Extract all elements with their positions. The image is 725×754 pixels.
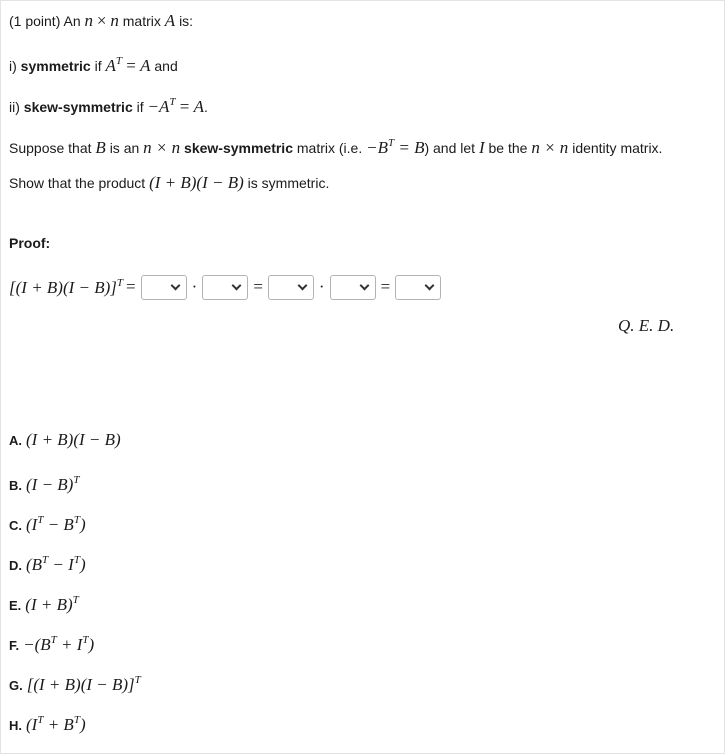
proof-lhs-sup: T — [116, 276, 124, 289]
chevron-down-icon — [170, 280, 180, 290]
option-b — [9, 470, 79, 496]
proof-select-4[interactable] — [330, 275, 376, 300]
option-label: B. — [9, 478, 22, 493]
math-eq: = — [175, 97, 194, 116]
option-expr — [26, 430, 121, 449]
text: Show that the product — [9, 175, 146, 191]
math-lhs: A — [105, 56, 116, 75]
option-expr — [26, 555, 86, 574]
option-label: H. — [9, 718, 22, 733]
option-c — [9, 510, 86, 536]
text: ) and let — [424, 140, 476, 156]
option-label: G. — [9, 678, 23, 693]
proof-label — [9, 233, 50, 253]
option-sup: T — [42, 554, 49, 566]
symmetric-term: symmetric — [20, 58, 91, 74]
option-expr-text: −(B — [23, 635, 51, 654]
math-sup: T — [387, 137, 395, 149]
option-g — [9, 670, 141, 696]
option-label: C. — [9, 518, 22, 533]
skew-symmetric-term: skew-symmetric — [23, 99, 133, 115]
proof-label-text: Proof: — [9, 235, 51, 251]
option-expr-text: ) — [79, 515, 86, 534]
intro-text: matrix — [122, 13, 161, 29]
math-nxn: n × n — [143, 138, 181, 157]
option-label: A. — [9, 433, 22, 448]
option-a — [9, 430, 121, 451]
option-expr-text: (I — [26, 715, 38, 734]
dot-operator: · — [318, 277, 325, 296]
option-label: F. — [9, 638, 20, 653]
math-rhs: = B — [394, 138, 425, 157]
option-expr-text: − B — [43, 515, 74, 534]
math-sup: T — [169, 96, 176, 108]
skew-symmetric-term: skew-symmetric — [184, 140, 293, 156]
option-expr-text: + I — [56, 635, 83, 654]
option-sup: T — [82, 634, 89, 646]
text: Suppose that — [9, 140, 92, 156]
period: . — [203, 99, 208, 115]
equals-sign: = — [253, 277, 263, 296]
text: identity matrix. — [572, 140, 663, 156]
option-sup: T — [73, 714, 80, 726]
text: matrix (i.e. — [296, 140, 363, 156]
qed-label: Q. E. D. — [618, 316, 675, 335]
proof-lhs — [9, 277, 123, 298]
option-expr — [26, 475, 79, 494]
option-expr-text: ) — [79, 715, 86, 734]
option-label: D. — [9, 558, 22, 573]
chevron-down-icon — [425, 280, 435, 290]
math-nxn: n × n — [531, 138, 569, 157]
option-expr-text: − I — [48, 555, 74, 574]
option-sup: T — [37, 514, 44, 526]
math-I: I — [478, 138, 485, 157]
text: is an — [109, 140, 140, 156]
option-expr-text: (B — [26, 555, 43, 574]
math-n: n — [84, 11, 93, 30]
text: be the — [488, 140, 528, 156]
option-expr-text: ) — [79, 555, 86, 574]
equals-sign: = — [126, 277, 136, 296]
math-rhs: A — [140, 56, 151, 75]
math-eq: = — [122, 56, 141, 75]
math-B: B — [95, 138, 106, 157]
proof-select-3[interactable] — [268, 275, 314, 300]
chevron-down-icon — [297, 280, 307, 290]
option-d — [9, 550, 86, 576]
option-sup: T — [72, 594, 79, 606]
dot-operator: · — [191, 277, 198, 296]
option-expr — [26, 715, 86, 734]
text-and: and — [154, 58, 178, 74]
option-expr-text: (I + B) — [25, 595, 73, 614]
intro-text: (1 point) An — [9, 13, 81, 29]
option-sup: T — [73, 514, 80, 526]
option-expr — [25, 595, 78, 614]
item-prefix: ii) — [9, 99, 20, 115]
option-expr-text: (I − B) — [26, 475, 74, 494]
option-expr-text: (I — [26, 515, 38, 534]
option-sup: T — [37, 714, 44, 726]
intro-text: is: — [179, 13, 194, 29]
intro-line — [9, 11, 193, 31]
math-expr — [148, 97, 204, 116]
proof-row — [9, 272, 443, 302]
chevron-down-icon — [359, 280, 369, 290]
option-expr — [26, 515, 86, 534]
math-sup: T — [115, 55, 123, 67]
show-line — [9, 173, 329, 193]
option-expr — [23, 635, 94, 654]
text: is symmetric. — [247, 175, 330, 191]
option-expr-text: (I + B)(I − B) — [26, 430, 121, 449]
proof-select-5[interactable] — [395, 275, 441, 300]
option-sup: T — [73, 474, 80, 486]
math-expr — [106, 56, 151, 75]
text-if: if — [94, 58, 102, 74]
option-sup: T — [50, 634, 57, 646]
math-A: A — [164, 11, 176, 30]
option-expr-text: + B — [43, 715, 74, 734]
option-label: E. — [9, 598, 22, 613]
chevron-down-icon — [232, 280, 242, 290]
option-expr-text: ) — [88, 635, 95, 654]
equals-sign: = — [380, 277, 391, 296]
math-product: (I + B)(I − B) — [149, 173, 244, 192]
math-rhs: A — [193, 97, 204, 116]
option-f — [9, 630, 94, 656]
math-expr — [366, 138, 424, 157]
symmetric-definition — [9, 51, 178, 76]
skew-definition — [9, 92, 208, 117]
item-prefix: i) — [9, 58, 17, 74]
proof-select-2[interactable] — [202, 275, 248, 300]
proof-lhs-expr: [(I + B)(I − B)] — [9, 277, 117, 297]
suppose-line — [9, 133, 662, 158]
option-e — [9, 590, 79, 616]
math-n: n — [110, 11, 119, 30]
math-lhs: −A — [147, 97, 170, 116]
math-times: × — [96, 11, 107, 30]
option-h — [9, 710, 86, 736]
option-sup: T — [73, 554, 80, 566]
text-if: if — [136, 99, 144, 115]
option-expr — [27, 675, 141, 694]
option-expr-text: [(I + B)(I − B)] — [26, 675, 135, 694]
proof-select-1[interactable] — [141, 275, 187, 300]
option-sup: T — [134, 674, 141, 686]
math-lhs: −B — [366, 138, 388, 157]
